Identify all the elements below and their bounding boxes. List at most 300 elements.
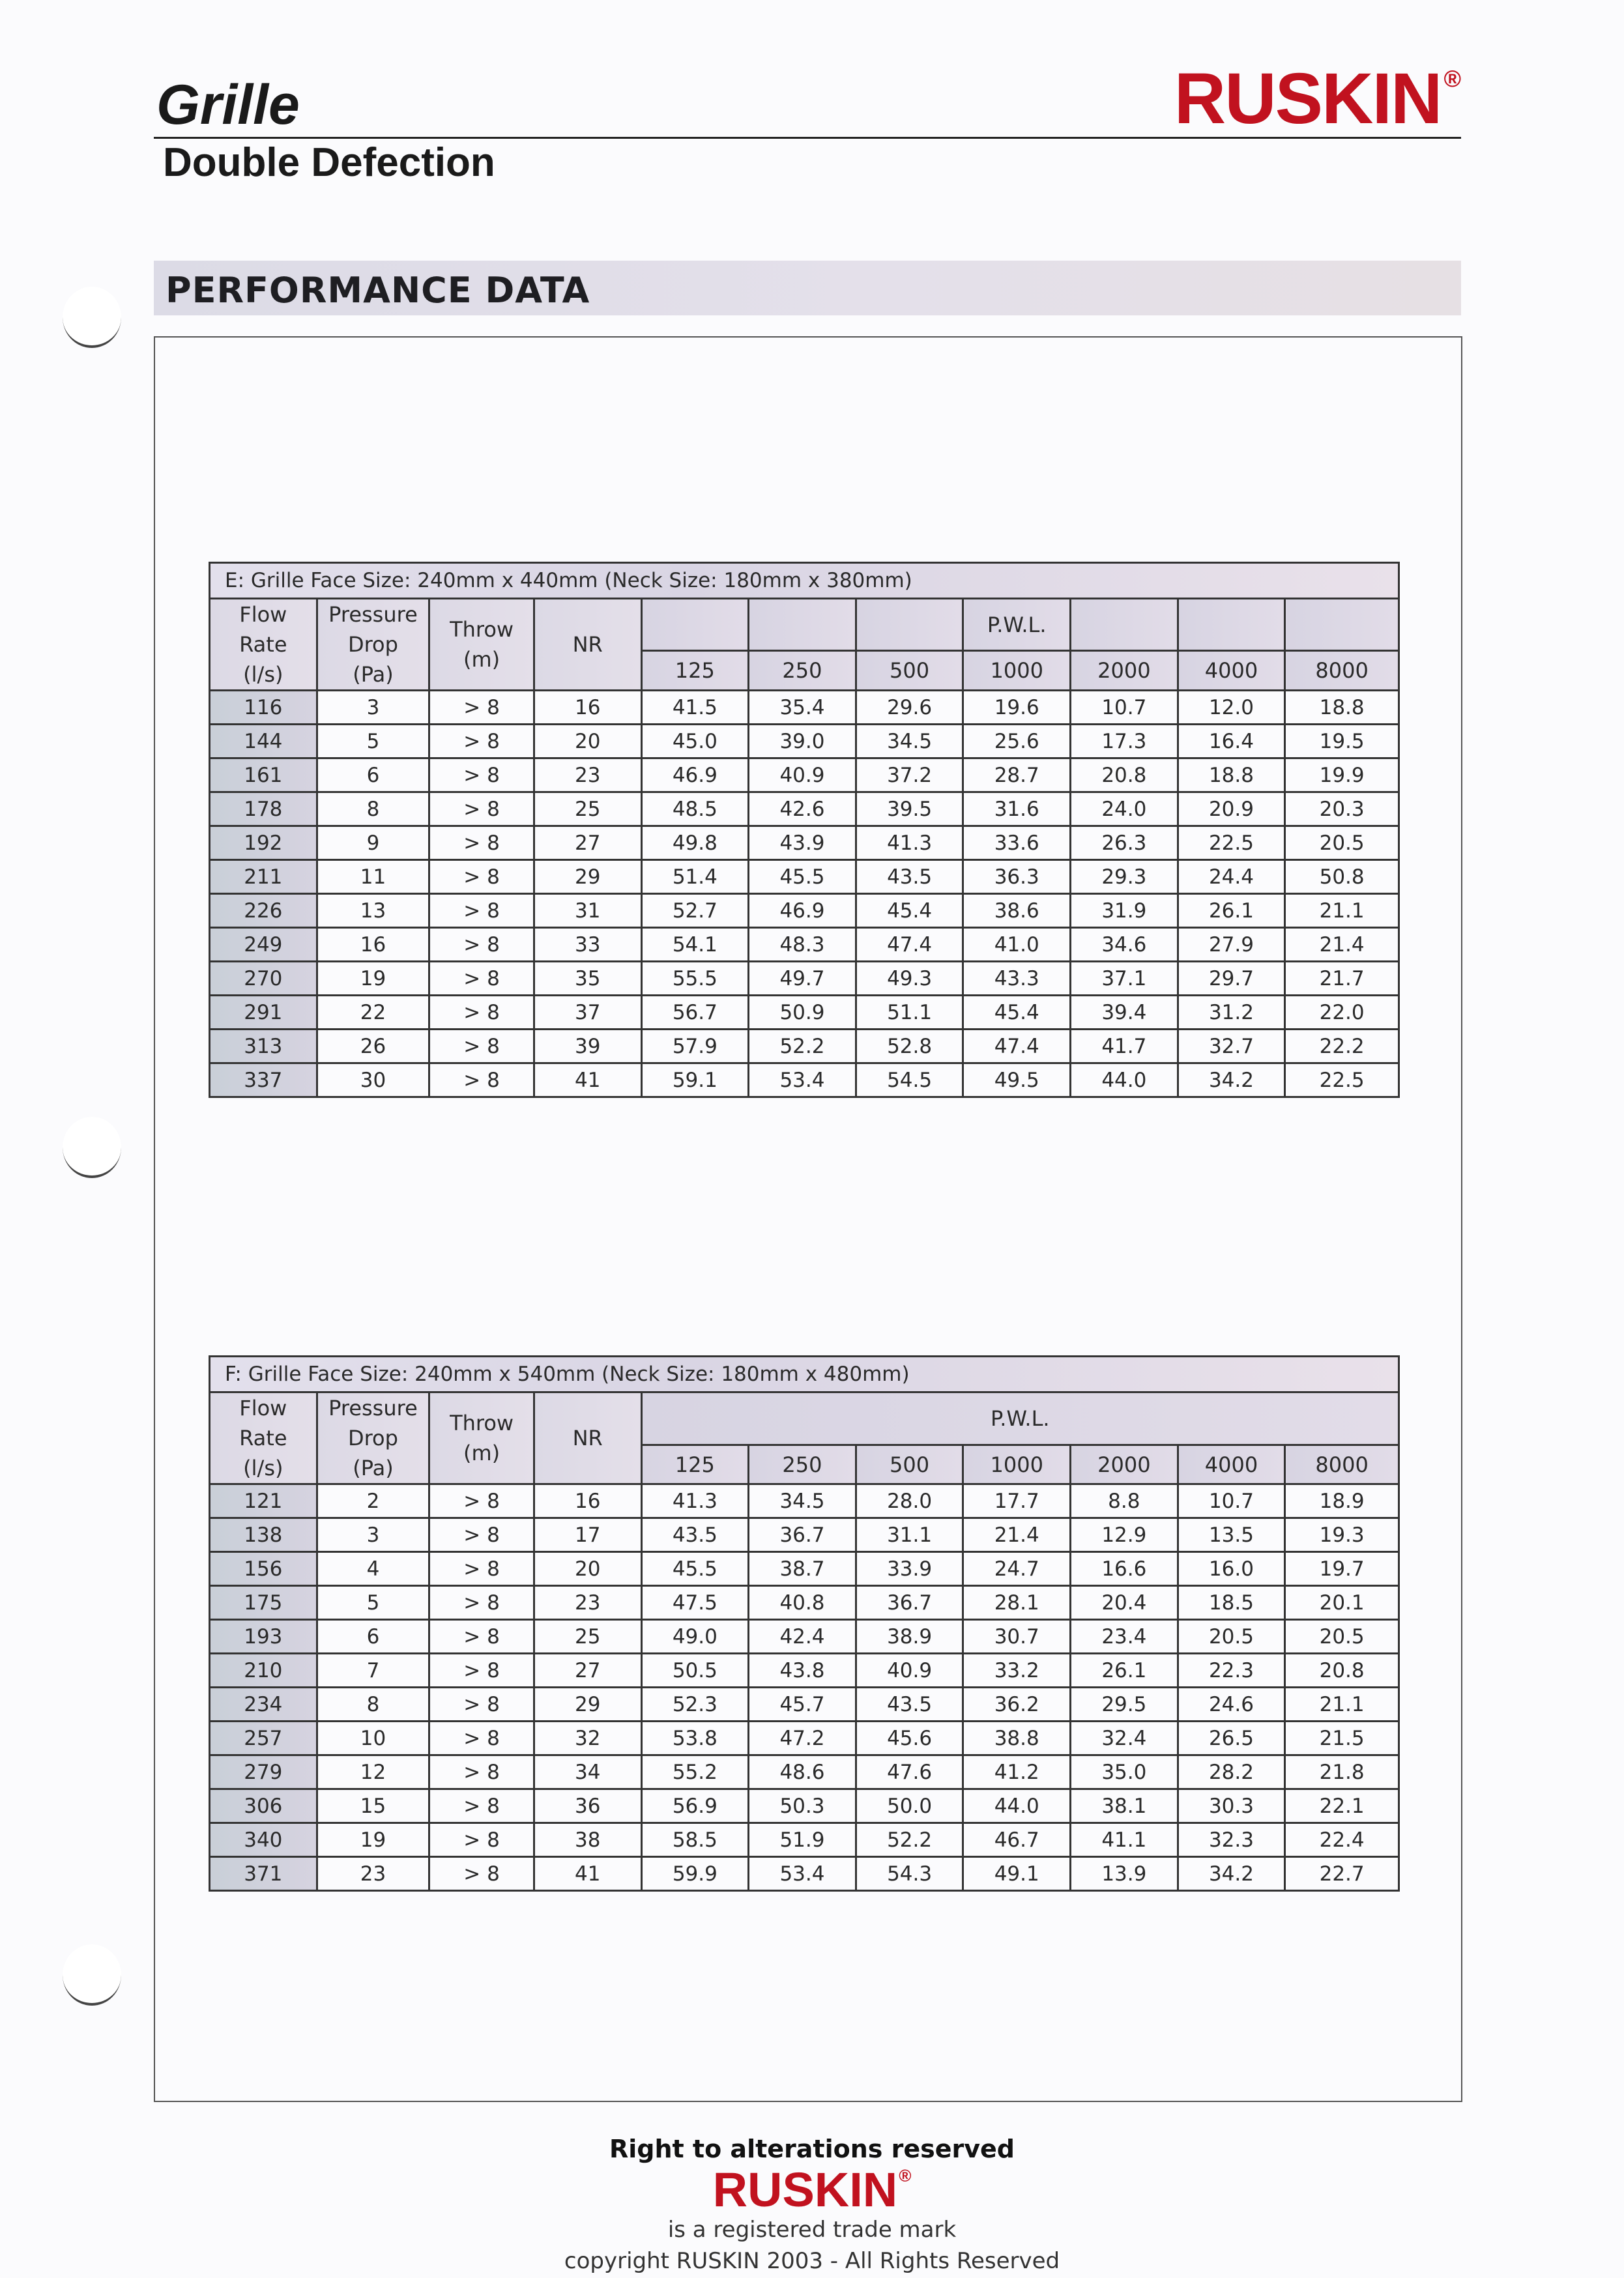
table-cell: 45.4 [963, 996, 1071, 1030]
table-cell: > 8 [429, 1518, 534, 1552]
table-cell: > 8 [429, 1789, 534, 1823]
table-cell: 20.8 [1071, 758, 1178, 792]
table-row [210, 1030, 1399, 1063]
col-header-pressure [317, 599, 429, 691]
col-header-band-8000: 8000 [1285, 1445, 1399, 1484]
table-cell: > 8 [429, 1552, 534, 1586]
table-cell: 34 [534, 1755, 641, 1789]
table-cell: > 8 [429, 1688, 534, 1722]
table-cell: 5 [317, 725, 429, 758]
table-cell: 55.5 [641, 962, 749, 996]
table-cell: 22.3 [1178, 1654, 1285, 1688]
table-cell: 18.9 [1285, 1484, 1399, 1518]
table-cell: > 8 [429, 928, 534, 962]
flow-rate-cell: 340 [210, 1823, 317, 1857]
col-header-band-1000: 1000 [963, 651, 1071, 691]
table-cell: 22.1 [1285, 1789, 1399, 1823]
table-cell: 20.4 [1071, 1586, 1178, 1620]
table-cell: 2 [317, 1484, 429, 1518]
table-cell: 5 [317, 1586, 429, 1620]
table-cell: 13 [317, 894, 429, 928]
table-cell: 29.5 [1071, 1688, 1178, 1722]
table-cell: 22.5 [1178, 826, 1285, 860]
table-cell: 16 [317, 928, 429, 962]
copyright-notice: copyright RUSKIN 2003 - All Rights Reserved [564, 2248, 1060, 2274]
table-cell: 42.4 [749, 1620, 856, 1654]
table-caption-row [210, 1357, 1399, 1392]
flow-rate-cell: 291 [210, 996, 317, 1030]
flow-rate-cell: 193 [210, 1620, 317, 1654]
pwl-header-cell [1178, 599, 1285, 651]
table-cell: 59.9 [641, 1857, 749, 1891]
table-cell: 38.8 [963, 1722, 1071, 1755]
table-cell: 34.2 [1178, 1857, 1285, 1891]
col-header-pressure-line2: Drop [347, 1426, 398, 1450]
table-cell: 40.9 [749, 758, 856, 792]
col-header-band-2000: 2000 [1071, 651, 1178, 691]
table-cell: 22.7 [1285, 1857, 1399, 1891]
table-cell: 38 [534, 1823, 641, 1857]
table-cell: 38.6 [963, 894, 1071, 928]
table-cell: 47.2 [749, 1722, 856, 1755]
table-row [210, 894, 1399, 928]
table-cell: 12.9 [1071, 1518, 1178, 1552]
table-cell: 12.0 [1178, 691, 1285, 725]
table-cell: 39.5 [856, 792, 963, 826]
table-cell: 47.4 [963, 1030, 1071, 1063]
table-cell: 20.9 [1178, 792, 1285, 826]
table-cell: 20 [534, 1552, 641, 1586]
table-cell: 48.5 [641, 792, 749, 826]
col-header-flow-line1: Flow [239, 602, 287, 627]
table-cell: 43.3 [963, 962, 1071, 996]
table-cell: 26.5 [1178, 1722, 1285, 1755]
pwl-header-cell [641, 599, 749, 651]
table-cell: 49.3 [856, 962, 963, 996]
table-cell: > 8 [429, 894, 534, 928]
table-cell: > 8 [429, 1654, 534, 1688]
table-cell: 30 [317, 1063, 429, 1097]
table-cell: 56.9 [641, 1789, 749, 1823]
table-cell: 7 [317, 1654, 429, 1688]
table-cell: 10.7 [1071, 691, 1178, 725]
table-row [210, 1484, 1399, 1518]
table-cell: 16 [534, 1484, 641, 1518]
table-row [210, 1722, 1399, 1755]
table-cell: 41.3 [641, 1484, 749, 1518]
table-cell: 51.1 [856, 996, 963, 1030]
table-cell: 16.0 [1178, 1552, 1285, 1586]
table-cell: > 8 [429, 1620, 534, 1654]
flow-rate-cell: 257 [210, 1722, 317, 1755]
table-cell: 11 [317, 860, 429, 894]
pwl-header-cell [1285, 599, 1399, 651]
table-cell: 13.9 [1071, 1857, 1178, 1891]
table-cell: 18.8 [1178, 758, 1285, 792]
table-cell: 32.4 [1071, 1722, 1178, 1755]
table-cell: 43.5 [641, 1518, 749, 1552]
table-cell: 19.7 [1285, 1552, 1399, 1586]
table-cell: 29.3 [1071, 860, 1178, 894]
table-cell: 32.3 [1178, 1823, 1285, 1857]
table-cell: 41.7 [1071, 1030, 1178, 1063]
table-cell: 34.5 [856, 725, 963, 758]
table-cell: 43.9 [749, 826, 856, 860]
binder-hole-top [63, 287, 121, 348]
col-header-pressure-line1: Pressure [328, 602, 418, 627]
col-header-flow-line1: Flow [239, 1396, 287, 1420]
table-row [210, 1823, 1399, 1857]
table-cell: 8.8 [1071, 1484, 1178, 1518]
table-cell: 50.0 [856, 1789, 963, 1823]
col-header-throw-line2: (m) [463, 647, 500, 672]
table-cell: 35.4 [749, 691, 856, 725]
table-cell: 19.3 [1285, 1518, 1399, 1552]
table-cell: 35 [534, 962, 641, 996]
table-cell: 54.5 [856, 1063, 963, 1097]
table-cell: 50.8 [1285, 860, 1399, 894]
flow-rate-cell: 144 [210, 725, 317, 758]
table-cell: > 8 [429, 860, 534, 894]
table-row [210, 1063, 1399, 1097]
table-cell: > 8 [429, 725, 534, 758]
table-cell: 34.6 [1071, 928, 1178, 962]
table-row [210, 1620, 1399, 1654]
table-cell: 36 [534, 1789, 641, 1823]
table-cell: 20.5 [1178, 1620, 1285, 1654]
table-row [210, 962, 1399, 996]
flow-rate-cell: 178 [210, 792, 317, 826]
table-cell: 27.9 [1178, 928, 1285, 962]
table-cell: 29 [534, 1688, 641, 1722]
table-cell: 13.5 [1178, 1518, 1285, 1552]
table-cell: 53.8 [641, 1722, 749, 1755]
table-cell: 20 [534, 725, 641, 758]
table-cell: 57.9 [641, 1030, 749, 1063]
page-title: Grille [156, 74, 300, 136]
table-row [210, 1857, 1399, 1891]
table-cell: 36.3 [963, 860, 1071, 894]
table-cell: 24.0 [1071, 792, 1178, 826]
table-cell: 38.7 [749, 1552, 856, 1586]
table-cell: 18.5 [1178, 1586, 1285, 1620]
table-cell: 25 [534, 1620, 641, 1654]
table-cell: 55.2 [641, 1755, 749, 1789]
table-cell: 45.5 [641, 1552, 749, 1586]
table-cell: > 8 [429, 792, 534, 826]
table-row [210, 860, 1399, 894]
footer-brand-name: RUSKIN [712, 2163, 898, 2217]
header-row-top [210, 599, 1399, 651]
table-cell: 20.5 [1285, 1620, 1399, 1654]
table-cell: > 8 [429, 1755, 534, 1789]
table-cell: 30.7 [963, 1620, 1071, 1654]
table-cell: 3 [317, 1518, 429, 1552]
table-cell: 23.4 [1071, 1620, 1178, 1654]
table-cell: 20.8 [1285, 1654, 1399, 1688]
table-cell: 35.0 [1071, 1755, 1178, 1789]
col-header-flow [210, 599, 317, 691]
table-cell: 44.0 [963, 1789, 1071, 1823]
footer-registered-mark: ® [899, 2166, 912, 2185]
table-cell: 45.0 [641, 725, 749, 758]
col-header-throw-line1: Throw [450, 617, 514, 642]
table-caption: F: Grille Face Size: 240mm x 540mm (Neck Size: 180mm x 480mm) [210, 1357, 1399, 1392]
table-cell: 49.0 [641, 1620, 749, 1654]
table-caption-row [210, 563, 1399, 599]
table-cell: 53.4 [749, 1063, 856, 1097]
table-cell: 41.2 [963, 1755, 1071, 1789]
table-cell: 22 [317, 996, 429, 1030]
table-cell: 41.5 [641, 691, 749, 725]
table-cell: > 8 [429, 691, 534, 725]
table-cell: 29 [534, 860, 641, 894]
table-cell: 52.2 [856, 1823, 963, 1857]
performance-table-f [209, 1355, 1400, 1892]
table-cell: 46.7 [963, 1823, 1071, 1857]
table-cell: 16.6 [1071, 1552, 1178, 1586]
table-cell: 33 [534, 928, 641, 962]
col-header-pressure-line1: Pressure [328, 1396, 418, 1420]
table-cell: 12 [317, 1755, 429, 1789]
flow-rate-cell: 192 [210, 826, 317, 860]
flow-rate-cell: 211 [210, 860, 317, 894]
table-cell: 45.7 [749, 1688, 856, 1722]
table-cell: 33.6 [963, 826, 1071, 860]
table-cell: 20.1 [1285, 1586, 1399, 1620]
table-cell: 21.8 [1285, 1755, 1399, 1789]
table-cell: 43.5 [856, 1688, 963, 1722]
table-cell: 27 [534, 826, 641, 860]
table-cell: 25.6 [963, 725, 1071, 758]
table-cell: 21.1 [1285, 1688, 1399, 1722]
table-cell: 19.9 [1285, 758, 1399, 792]
table-cell: 23 [317, 1857, 429, 1891]
table-cell: > 8 [429, 1063, 534, 1097]
table-row [210, 928, 1399, 962]
table-row [210, 725, 1399, 758]
table-row [210, 1688, 1399, 1722]
col-header-nr: NR [534, 599, 641, 691]
table-cell: 38.1 [1071, 1789, 1178, 1823]
table-cell: 42.6 [749, 792, 856, 826]
table-cell: 29.7 [1178, 962, 1285, 996]
pwl-header-label: P.W.L. [641, 1392, 1399, 1445]
table-cell: 21.5 [1285, 1722, 1399, 1755]
flow-rate-cell: 226 [210, 894, 317, 928]
table-cell: 41 [534, 1857, 641, 1891]
flow-rate-cell: 279 [210, 1755, 317, 1789]
col-header-nr: NR [534, 1392, 641, 1484]
table-cell: 41.0 [963, 928, 1071, 962]
trademark-notice: is a registered trade mark [667, 2217, 957, 2243]
table-cell: 21.1 [1285, 894, 1399, 928]
table-cell: 53.4 [749, 1857, 856, 1891]
table-cell: 49.5 [963, 1063, 1071, 1097]
table-cell: 41.3 [856, 826, 963, 860]
table-cell: 45.5 [749, 860, 856, 894]
table-cell: 34.2 [1178, 1063, 1285, 1097]
table-cell: 18.8 [1285, 691, 1399, 725]
table-cell: 33.2 [963, 1654, 1071, 1688]
section-title: PERFORMANCE DATA [166, 270, 590, 311]
table-cell: > 8 [429, 1722, 534, 1755]
table-row [210, 1755, 1399, 1789]
table-cell: 19.5 [1285, 725, 1399, 758]
table-cell: > 8 [429, 962, 534, 996]
col-header-flow-line3: (l/s) [243, 662, 283, 687]
table-cell: 20.3 [1285, 792, 1399, 826]
table-cell: 52.2 [749, 1030, 856, 1063]
table-cell: 50.5 [641, 1654, 749, 1688]
table-cell: 31.9 [1071, 894, 1178, 928]
table-cell: 54.3 [856, 1857, 963, 1891]
col-header-band-1000: 1000 [963, 1445, 1071, 1484]
table-cell: 33.9 [856, 1552, 963, 1586]
table-cell: 59.1 [641, 1063, 749, 1097]
table-row [210, 1789, 1399, 1823]
col-header-pressure-line3: (Pa) [353, 662, 394, 687]
col-header-band-500: 500 [856, 651, 963, 691]
col-header-throw-line1: Throw [450, 1411, 514, 1435]
table-cell: 45.4 [856, 894, 963, 928]
table-cell: 6 [317, 758, 429, 792]
table-cell: 50.9 [749, 996, 856, 1030]
flow-rate-cell: 313 [210, 1030, 317, 1063]
table-cell: 8 [317, 1688, 429, 1722]
table-cell: 17.7 [963, 1484, 1071, 1518]
flow-rate-cell: 156 [210, 1552, 317, 1586]
pwl-header-label: P.W.L. [963, 599, 1071, 651]
table-cell: 47.5 [641, 1586, 749, 1620]
table-cell: 23 [534, 1586, 641, 1620]
table-cell: 9 [317, 826, 429, 860]
table-cell: 46.9 [641, 758, 749, 792]
table-cell: 30.3 [1178, 1789, 1285, 1823]
col-header-band-8000: 8000 [1285, 651, 1399, 691]
page-subtitle: Double Defection [163, 140, 495, 185]
table-cell: > 8 [429, 1823, 534, 1857]
col-header-band-250: 250 [749, 651, 856, 691]
alterations-notice: Right to alterations reserved [609, 2135, 1015, 2163]
table-cell: 4 [317, 1552, 429, 1586]
table-cell: 28.0 [856, 1484, 963, 1518]
table-cell: 15 [317, 1789, 429, 1823]
table-cell: 29.6 [856, 691, 963, 725]
table-row [210, 1654, 1399, 1688]
table-cell: 51.9 [749, 1823, 856, 1857]
table-cell: 21.7 [1285, 962, 1399, 996]
table-cell: 49.1 [963, 1857, 1071, 1891]
table-cell: 17.3 [1071, 725, 1178, 758]
table-row [210, 792, 1399, 826]
table-cell: 39.4 [1071, 996, 1178, 1030]
flow-rate-cell: 371 [210, 1857, 317, 1891]
table-cell: 22.0 [1285, 996, 1399, 1030]
table-cell: 40.8 [749, 1586, 856, 1620]
table-cell: 38.9 [856, 1620, 963, 1654]
table-cell: 8 [317, 792, 429, 826]
table-cell: 47.4 [856, 928, 963, 962]
table-cell: 6 [317, 1620, 429, 1654]
flow-rate-cell: 210 [210, 1654, 317, 1688]
col-header-band-4000: 4000 [1178, 1445, 1285, 1484]
table-cell: 36.7 [749, 1518, 856, 1552]
col-header-pressure-line3: (Pa) [353, 1456, 394, 1480]
table-cell: 20.5 [1285, 826, 1399, 860]
table-caption: E: Grille Face Size: 240mm x 440mm (Neck Size: 180mm x 380mm) [210, 563, 1399, 599]
flow-rate-cell: 249 [210, 928, 317, 962]
table-cell: 32.7 [1178, 1030, 1285, 1063]
table-cell: 19.6 [963, 691, 1071, 725]
flow-rate-cell: 337 [210, 1063, 317, 1097]
table-cell: 31 [534, 894, 641, 928]
table-cell: 56.7 [641, 996, 749, 1030]
table-row [210, 691, 1399, 725]
table-cell: > 8 [429, 826, 534, 860]
table-cell: 50.3 [749, 1789, 856, 1823]
table-cell: 26.1 [1071, 1654, 1178, 1688]
table-cell: 31.1 [856, 1518, 963, 1552]
flow-rate-cell: 138 [210, 1518, 317, 1552]
table-cell: 40.9 [856, 1654, 963, 1688]
brand-name: RUSKIN [1174, 59, 1442, 139]
col-header-band-4000: 4000 [1178, 651, 1285, 691]
table-cell: 21.4 [963, 1518, 1071, 1552]
col-header-flow-line2: Rate [239, 1426, 287, 1450]
table-cell: 47.6 [856, 1755, 963, 1789]
table-cell: 19 [317, 962, 429, 996]
binder-hole-middle [63, 1117, 121, 1178]
table-cell: 37.2 [856, 758, 963, 792]
flow-rate-cell: 175 [210, 1586, 317, 1620]
table-cell: 31.2 [1178, 996, 1285, 1030]
table-cell: 52.7 [641, 894, 749, 928]
table-cell: 46.9 [749, 894, 856, 928]
table-cell: 26.1 [1178, 894, 1285, 928]
pwl-header-cell [856, 599, 963, 651]
flow-rate-cell: 270 [210, 962, 317, 996]
table-row [210, 1518, 1399, 1552]
col-header-band-2000: 2000 [1071, 1445, 1178, 1484]
table-cell: 39.0 [749, 725, 856, 758]
table-cell: 36.2 [963, 1688, 1071, 1722]
table-cell: 28.1 [963, 1586, 1071, 1620]
col-header-flow [210, 1392, 317, 1484]
table-cell: 24.7 [963, 1552, 1071, 1586]
table-cell: 52.8 [856, 1030, 963, 1063]
pwl-header-cell [749, 599, 856, 651]
table-cell: 51.4 [641, 860, 749, 894]
table-cell: 22.5 [1285, 1063, 1399, 1097]
col-header-throw-line2: (m) [463, 1441, 500, 1465]
table-cell: > 8 [429, 996, 534, 1030]
table-row [210, 1586, 1399, 1620]
table-cell: > 8 [429, 1586, 534, 1620]
table-cell: 48.3 [749, 928, 856, 962]
performance-table-e [209, 562, 1400, 1098]
table-cell: > 8 [429, 1857, 534, 1891]
flow-rate-cell: 234 [210, 1688, 317, 1722]
flow-rate-cell: 306 [210, 1789, 317, 1823]
table-cell: 3 [317, 691, 429, 725]
table-row [210, 758, 1399, 792]
table-cell: 37.1 [1071, 962, 1178, 996]
table-cell: 10 [317, 1722, 429, 1755]
binder-hole-bottom [63, 1944, 121, 2006]
table-cell: 43.8 [749, 1654, 856, 1688]
table-cell: 10.7 [1178, 1484, 1285, 1518]
